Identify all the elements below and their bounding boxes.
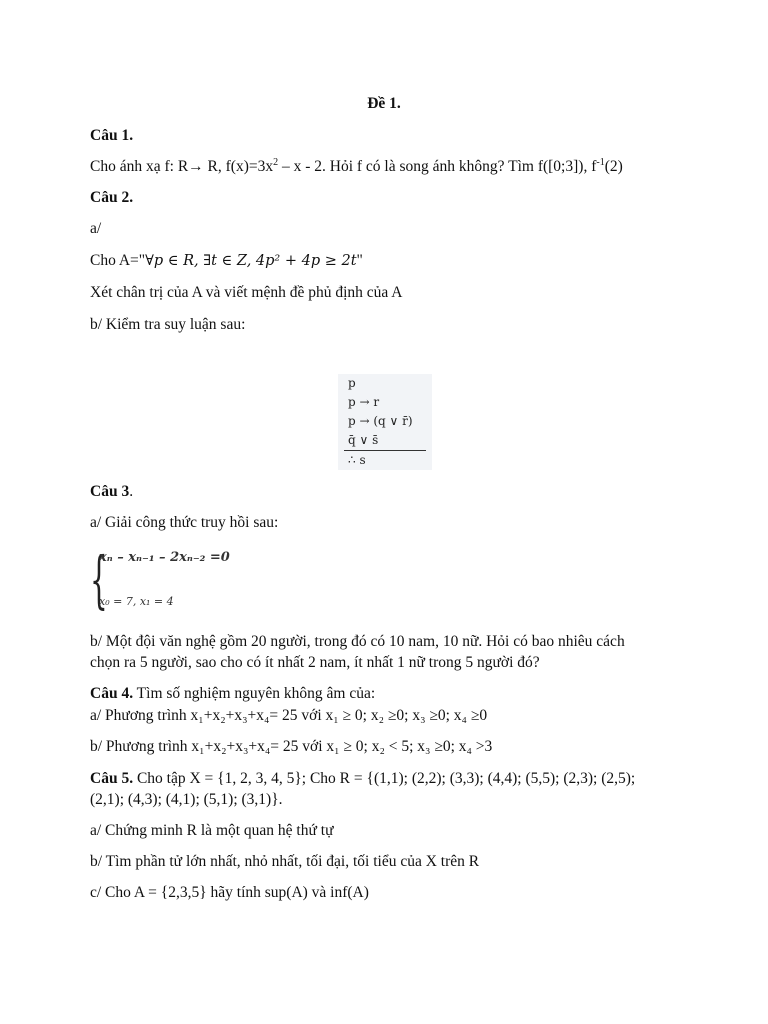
q5-line2: (2,1); (4,3); (4,1); (5,1); (3,1)}. [90, 791, 283, 808]
premise-3: p → (q ∨ r̄) [348, 414, 413, 428]
premise-1: p [348, 376, 356, 390]
q4-a: a/ Phương trình x₁+x₂+x₃+x₄= 25 với x₁ ≥ 0; x₂ ≥0; x₃ ≥0; x₄ ≥0 [90, 707, 488, 724]
initial-conditions: x₀ = 7, x₁ = 4 [99, 595, 174, 608]
q1-heading: Câu 1. [90, 127, 134, 144]
q2-a-label: a/ [90, 220, 102, 237]
q3-a: a/ Giải công thức truy hồi sau: [90, 514, 279, 531]
q2-statement: Cho A="∀p ∈ R, ∃t ∈ Z, 4p² + 4p ≥ 2t" [90, 252, 363, 269]
q5-a: a/ Chứng minh R là một quan hệ thứ tự [90, 822, 334, 839]
q3-b-line1: b/ Một đội văn nghệ gồm 20 người, trong đó có 10 nam, 10 nữ. Hỏi có bao nhiêu cách [90, 633, 625, 650]
inference-box [338, 374, 432, 470]
q4-b: b/ Phương trình x₁+x₂+x₃+x₄= 25 với x₁ ≥ 0; x₂ < 5; x₃ ≥0; x₄ >3 [90, 738, 493, 755]
q3-heading: Câu 3. [90, 483, 134, 500]
q3-b-line2: chọn ra 5 người, sao cho có ít nhất 2 nam, ít nhất 1 nữ trong 5 người đó? [90, 654, 540, 671]
document-title: Đề 1. [367, 95, 401, 112]
recurrence-equation: xₙ – xₙ₋₁ – 2xₙ₋₂ =0 [99, 550, 230, 565]
q2-task: Xét chân trị của A và viết mệnh đề phủ định của A [90, 284, 403, 301]
premise-2: p → r [348, 395, 380, 409]
q2-b-label: b/ Kiểm tra suy luận sau: [90, 316, 246, 333]
q2-heading: Câu 2. [90, 189, 134, 206]
recurrence-system [90, 545, 250, 615]
brace-icon: { [90, 543, 108, 616]
conclusion: ∴ s [348, 453, 366, 467]
q5-heading-line: Câu 5. Cho tập X = {1, 2, 3, 4, 5}; Cho R = {(1,1); (2,2); (3,3); (4,4); (5,5); (2,3); (2,5); [90, 770, 636, 787]
conclusion-rule [344, 450, 426, 451]
q5-c: c/ Cho A = {2,3,5} hãy tính sup(A) và inf(A) [90, 884, 369, 901]
premise-4: q̄ ∨ s̄ [348, 433, 379, 447]
q1-text: Cho ánh xạ f: R→ R, $f(x)=3x^2 - x - 2$. Hỏi f có là song ánh không? Tìm f([0;3]), $f^{-1}(2)$ [90, 156, 623, 175]
q4-heading: Câu 4. Tìm số nghiệm nguyên không âm của: [90, 685, 376, 702]
q5-b: b/ Tìm phần tử lớn nhất, nhỏ nhất, tối đại, tối tiểu của X trên R [90, 853, 480, 870]
